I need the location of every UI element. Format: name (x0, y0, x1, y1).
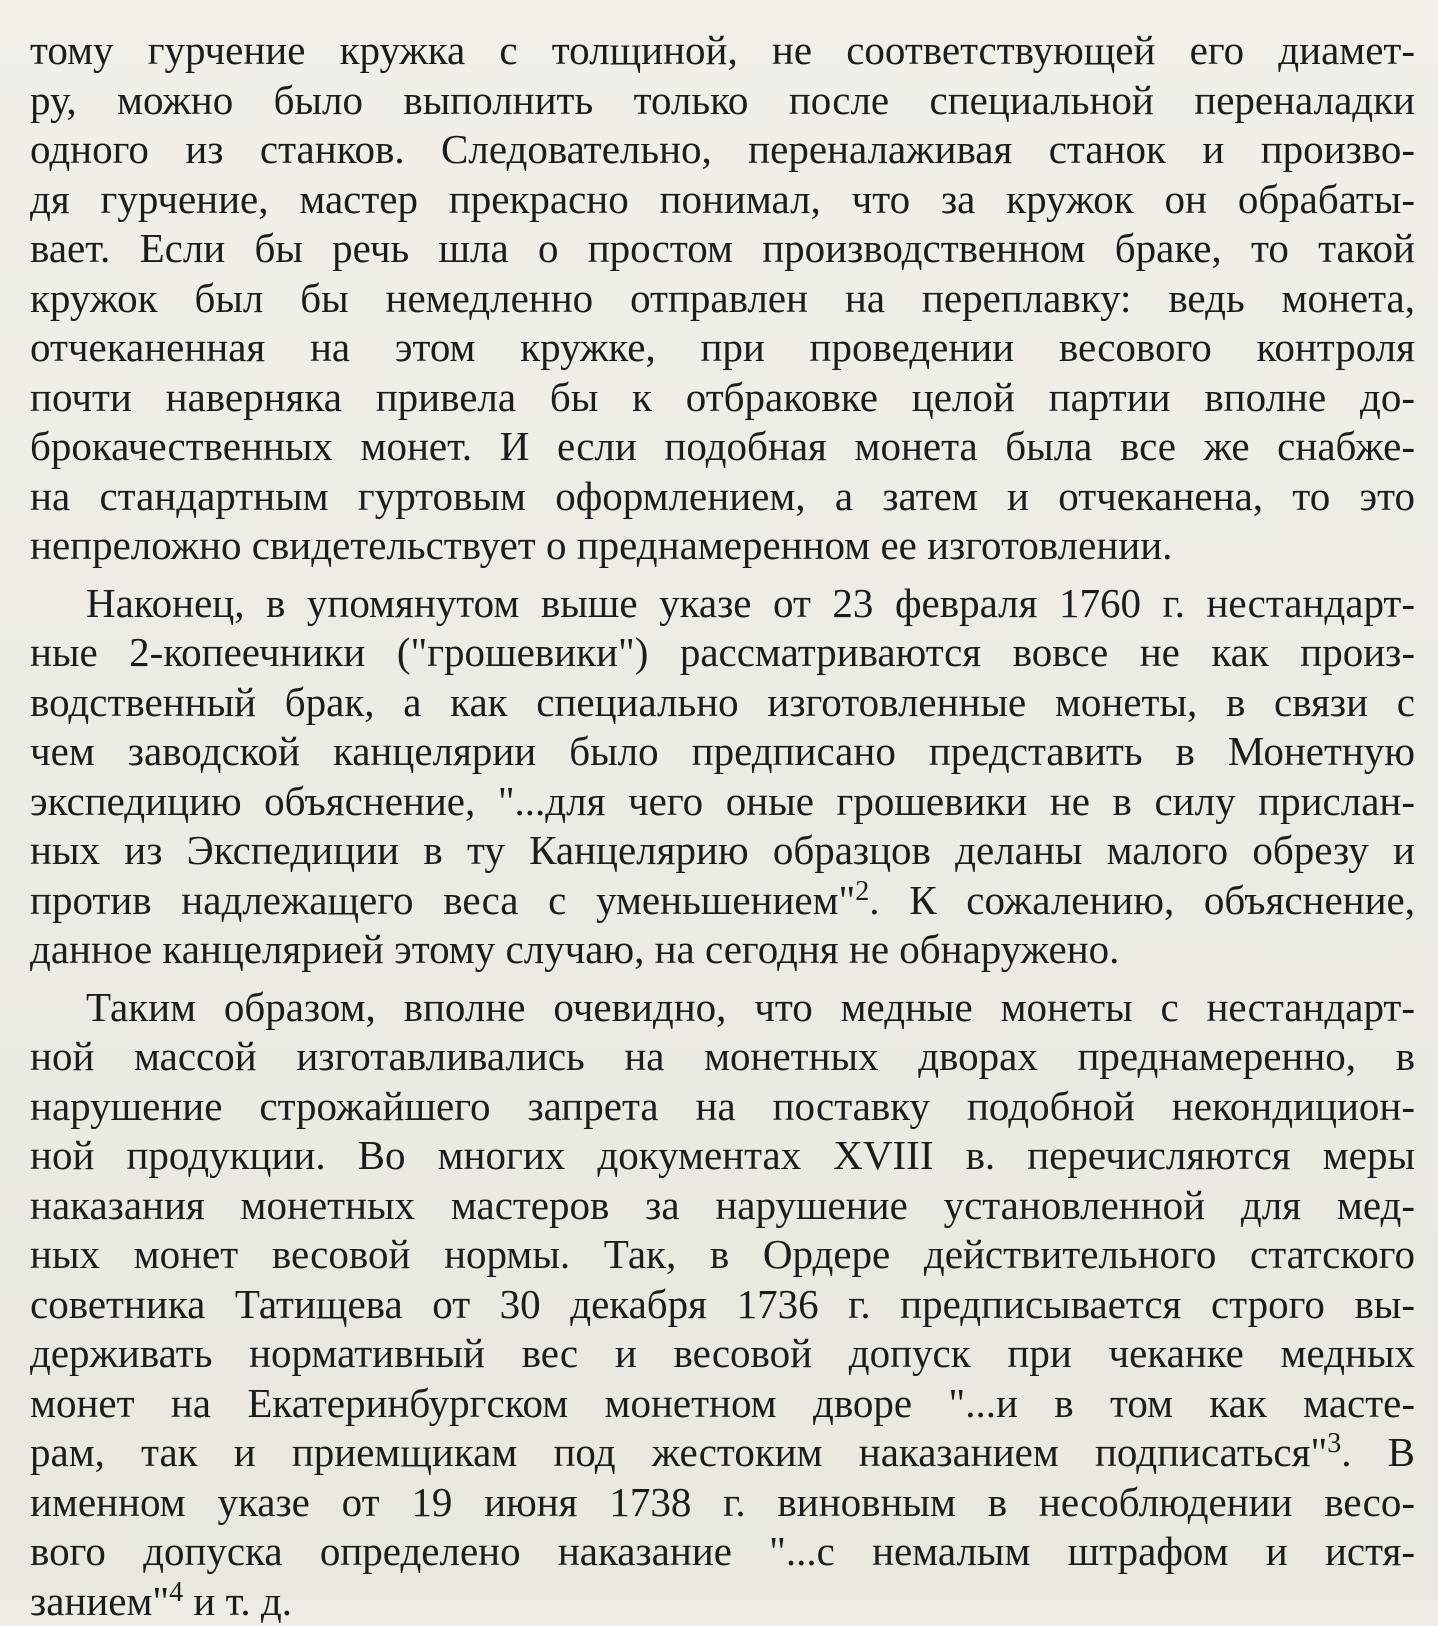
text-line: именном указе от 19 июня 1738 г. виновным в несоблюдении весо- (30, 1478, 1415, 1528)
paragraph-gap (30, 571, 1415, 579)
paragraph-gap (30, 975, 1415, 983)
text-line: монет на Екатеринбургском монетном дворе "...и в том как масте- (30, 1379, 1415, 1429)
text-line: вает. Если бы речь шла о простом производственном браке, то такой (30, 224, 1415, 274)
text-line: советника Татищева от 30 декабря 1736 г. предписывается строго вы- (30, 1280, 1415, 1330)
text-line: почти наверняка привела бы к отбраковке целой партии вполне до- (30, 373, 1415, 423)
text-line: ные 2-копеечники ("грошевики") рассматриваются вовсе не как произ- (30, 628, 1415, 678)
text-line: водственный брак, а как специально изготовленные монеты, в связи с (30, 678, 1415, 728)
paragraph (30, 26, 1415, 571)
paragraph (30, 579, 1415, 975)
footnote-marker: 4 (169, 1577, 183, 1608)
line-text: занием" (30, 1578, 169, 1624)
text-line: ной продукции. Во многих документах XVIII в. перечисляются меры (30, 1131, 1415, 1181)
text-line: отчеканенная на этом кружке, при проведении весового контроля (30, 323, 1415, 373)
text-line: одного из станков. Следовательно, переналаживая станок и произво- (30, 125, 1415, 175)
text-line: держивать нормативный вес и весовой допуск при чеканке медных (30, 1329, 1415, 1379)
text-line: дя гурчение, мастер прекрасно понимал, что за кружок он обрабаты- (30, 175, 1415, 225)
line-text-after-footnote: . К сожалению, объяснение, (869, 877, 1415, 923)
text-line: данное канцелярией этому случаю, на сегодня не обнаружено. (30, 925, 1415, 975)
text-line-with-footnote (30, 876, 1415, 926)
text-line: на стандартным гуртовым оформлением, а затем и отчеканена, то это (30, 472, 1415, 522)
text-line: чем заводской канцелярии было предписано представить в Монетную (30, 727, 1415, 777)
text-line: вого допуска определено наказание "...с немалым штрафом и истя- (30, 1527, 1415, 1577)
body-text (30, 26, 1415, 1626)
paragraph (30, 983, 1415, 1626)
line-text-after-footnote: . В (1341, 1429, 1415, 1475)
text-line: брокачественных монет. И если подобная монета была все же снабже- (30, 422, 1415, 472)
line-text: против надлежащего веса с уменьшением" (30, 877, 855, 923)
text-line: нарушение строжайшего запрета на поставку подобной некондицион- (30, 1082, 1415, 1132)
text-line: наказания монетных мастеров за нарушение установленной для мед- (30, 1181, 1415, 1231)
text-line: кружок был бы немедленно отправлен на переплавку: ведь монета, (30, 274, 1415, 324)
text-line: ру, можно было выполнить только после специальной переналадки (30, 76, 1415, 126)
text-line-with-footnote (30, 1577, 1415, 1626)
text-line: ной массой изготавливались на монетных дворах преднамеренно, в (30, 1032, 1415, 1082)
text-line: ных из Экспедиции в ту Канцелярию образцов деланы малого обрезу и (30, 826, 1415, 876)
line-text: рам, так и приемщикам под жестоким наказанием подписаться" (30, 1429, 1327, 1475)
footnote-marker: 2 (855, 876, 869, 907)
text-line: непреложно свидетельствует о преднамеренном ее изготовлении. (30, 521, 1415, 571)
text-line-with-footnote (30, 1428, 1415, 1478)
footnote-marker: 3 (1327, 1428, 1341, 1459)
text-line: экспедицию объяснение, "...для чего оные грошевики не в силу прислан- (30, 777, 1415, 827)
text-line: Таким образом, вполне очевидно, что медные монеты с нестандарт- (30, 983, 1415, 1033)
text-line: Наконец, в упомянутом выше указе от 23 февраля 1760 г. нестандарт- (30, 579, 1415, 629)
text-line: тому гурчение кружка с толщиной, не соответствующей его диамет- (30, 26, 1415, 76)
text-line: ных монет весовой нормы. Так, в Ордере действительного статского (30, 1230, 1415, 1280)
line-text-after-footnote: и т. д. (183, 1578, 292, 1624)
